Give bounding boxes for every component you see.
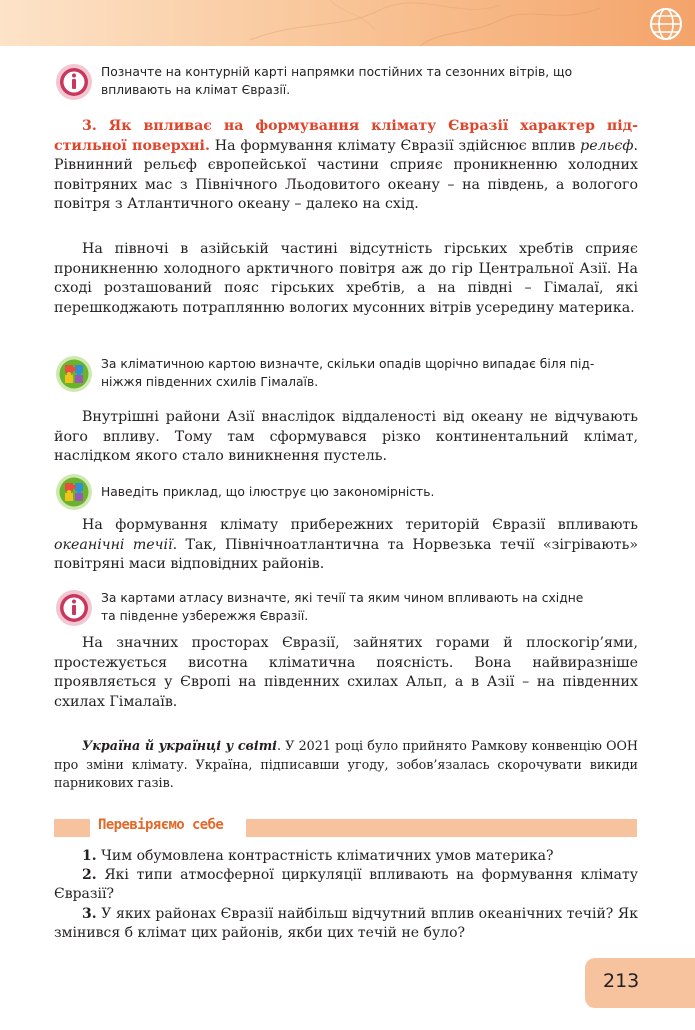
task-note-2 — [101, 355, 641, 391]
task-note-1-line2: впливають на клімат Євразії. — [101, 83, 291, 97]
paragraph-altitude-zones: На значних просторах Євразії, зайнятих горами й плоскогір’ями, простежується висотна кліматична поясність. Вона найвиразніше проявляється у Європі на південних схилах Альп, а в Азії – на південних схилах Гімалаїв. — [54, 635, 638, 710]
question-number: 3. — [82, 906, 97, 922]
puzzle-icon — [55, 355, 93, 393]
term-relief: рельєф — [580, 137, 634, 154]
info-block-text: . У 2021 році було прийнято Рамкову конвенцію ООН про зміни клімату. Україна, підписавши угоду, зобов’язалась скорочувати викиди парникових газів. — [54, 738, 638, 790]
task-note-3-line1: Наведіть приклад, що ілюструє цю закономірність. — [101, 485, 435, 499]
self-check-header — [54, 819, 637, 837]
section-heading: 3. Як впливає на формування клімату Євразії характер підстильної поверхні. — [54, 118, 638, 154]
globe-icon — [649, 7, 683, 41]
task-note-2-line1: За кліматичною картою визначте, скільки опадів щорічно випадає біля під- — [101, 357, 595, 371]
task-note-1-line1: Позначте на контурній карті напрямки постійних та сезонних вітрів, що — [101, 65, 573, 79]
task-note-1 — [101, 63, 641, 99]
page-number-tab — [585, 958, 695, 1008]
paragraph-text: . Рівнинний рельєф європейської частини сприяє проникненню холодних повітряних мас з Північного Льодовитого океану – на південь, а вологого повітря з Атлантичного океану – далеко на схід. — [54, 137, 638, 213]
task-note-4-line1: За картами атласу визначте, які течії та яким чином впливають на східне — [101, 591, 584, 605]
paragraph-text: На формування клімату прибережних територій Євразії впливають — [82, 517, 638, 533]
question-text: Чим обумовлена контрастність кліматичних умов материка? — [96, 848, 554, 864]
puzzle-icon — [55, 473, 93, 511]
question-number: 2. — [82, 867, 97, 883]
paragraph-text: На формування клімату Євразії здійснює вплив — [209, 137, 581, 154]
self-check-stripe-right — [246, 819, 637, 837]
info-icon — [55, 63, 93, 101]
page-number: 213 — [603, 970, 640, 992]
question-2 — [54, 866, 638, 903]
task-note-4-line2: та південне узбережжя Євразії. — [101, 609, 309, 623]
self-check-title: Перевіряємо себе — [98, 817, 224, 833]
task-note-3 — [101, 483, 641, 501]
self-check-stripe-left — [54, 819, 90, 837]
paragraph-ocean-currents — [54, 516, 638, 575]
paragraph-climate-surface — [54, 117, 638, 215]
question-1 — [54, 847, 638, 866]
question-text: Які типи атмосферної циркуляції впливають на формування клімату Євразії? — [54, 867, 638, 902]
question-3 — [54, 905, 638, 942]
info-block-title: Україна й українці у світі — [82, 738, 277, 753]
header-band — [0, 0, 695, 46]
info-ukraine-block — [54, 737, 638, 793]
paragraph-asian-north: На півночі в азійській частині відсутність гірських хребтів сприяє проникненню холодного арктичного повітря аж до гір Центральної Азії. На сході розташований пояс гірських хребтів, а на півдні – Гімалаї, які перешкоджають потраплянню вологих мусонних вітрів усередину материка. — [54, 241, 638, 316]
task-note-4 — [101, 589, 641, 625]
question-number: 1. — [82, 848, 97, 864]
term-ocean-currents: океанічні течії — [54, 536, 173, 553]
info-icon — [55, 589, 93, 627]
task-note-2-line2: ніжжя південних схилів Гімалаїв. — [101, 375, 319, 389]
paragraph-text: . Так, Північноатлантична та Норвезька течії «зігрівають» повітряні маси відповідних районів. — [54, 536, 638, 573]
question-text: У яких районах Євразії найбільш відчутний вплив океанічних течій? Як змінився б клімат цих районів, якби цих течій не було? — [54, 906, 638, 941]
map-pattern-decoration — [0, 0, 695, 46]
paragraph-inner-asia: Внутрішні райони Азії внаслідок віддаленості від океану не відчувають його впливу. Тому там сформувався різко континентальний клімат, наслідком якого стало виникнення пустель. — [54, 409, 638, 465]
